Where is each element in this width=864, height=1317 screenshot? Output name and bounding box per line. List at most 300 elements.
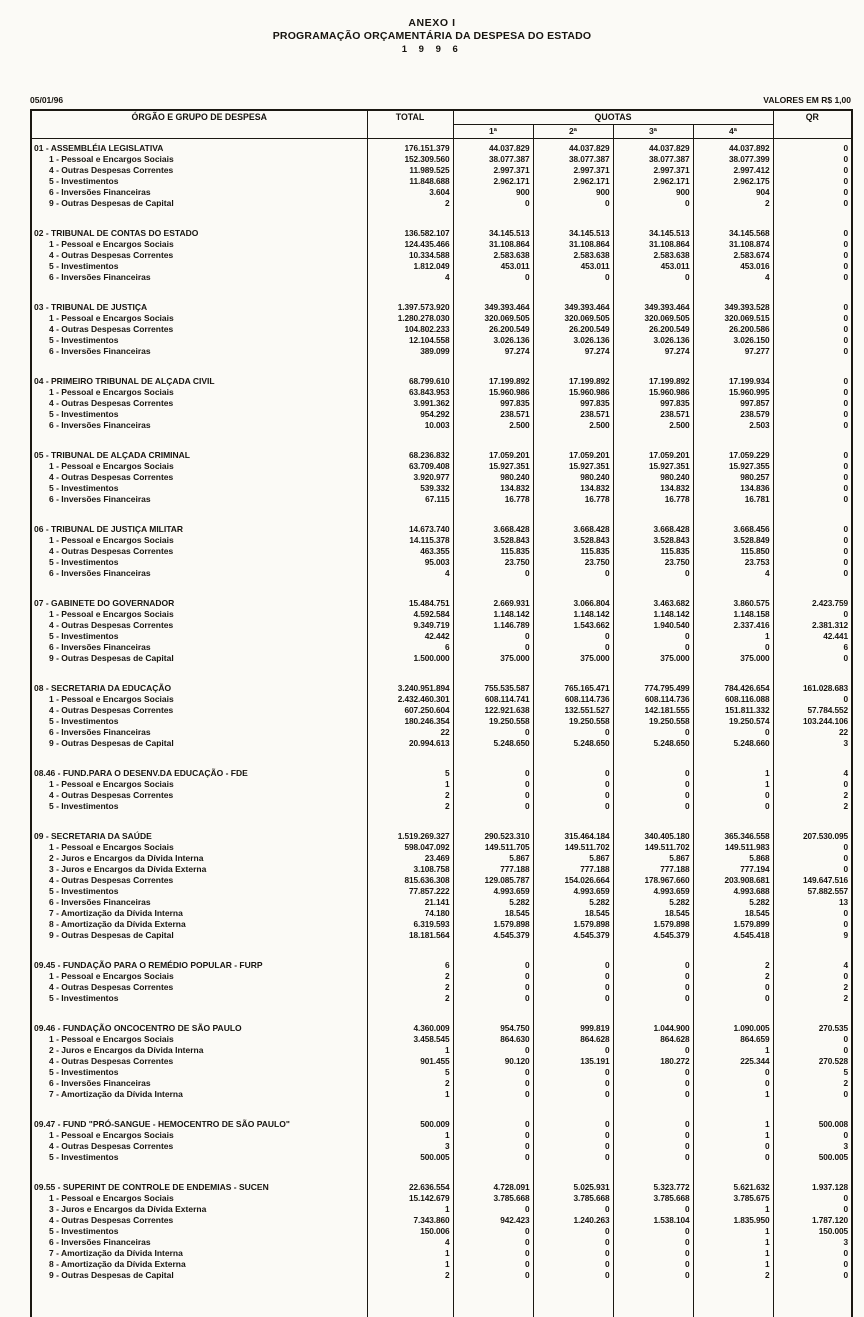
spacer-cell bbox=[367, 1100, 453, 1119]
spacer-cell bbox=[367, 357, 453, 376]
group-cell-q1: 0 bbox=[453, 993, 533, 1004]
spacer-cell bbox=[367, 749, 453, 768]
group-cell-total: 1 bbox=[367, 779, 453, 790]
spacer-cell bbox=[693, 1004, 773, 1023]
group-cell-total: 95.003 bbox=[367, 557, 453, 568]
group-cell-q4: 0 bbox=[693, 982, 773, 993]
group-cell-q4: 18.545 bbox=[693, 908, 773, 919]
spacer-cell bbox=[533, 941, 613, 960]
spacer-cell bbox=[613, 1163, 693, 1182]
group-cell-total: 2 bbox=[367, 971, 453, 982]
group-cell-q3: 26.200.549 bbox=[613, 324, 693, 335]
group-cell-q3: 180.272 bbox=[613, 1056, 693, 1067]
group-cell-q3: 0 bbox=[613, 1141, 693, 1152]
group-cell-q1: 0 bbox=[453, 1141, 533, 1152]
group-cell-total: 150.006 bbox=[367, 1226, 453, 1237]
section-cell-q3: 774.795.499 bbox=[613, 683, 693, 694]
group-cell-q1: 0 bbox=[453, 272, 533, 283]
spacer-cell bbox=[31, 579, 367, 598]
group-row bbox=[31, 472, 852, 483]
group-cell-q3: 2.997.371 bbox=[613, 165, 693, 176]
group-cell-q4: 149.511.983 bbox=[693, 842, 773, 853]
group-cell-q2: 864.628 bbox=[533, 1034, 613, 1045]
group-cell-total: 21.141 bbox=[367, 897, 453, 908]
section-row bbox=[31, 683, 852, 694]
spacer-cell bbox=[533, 1163, 613, 1182]
group-row bbox=[31, 1193, 852, 1204]
group-cell-qr: 0 bbox=[773, 272, 852, 283]
spacer-cell bbox=[533, 505, 613, 524]
group-cell-q2: 0 bbox=[533, 568, 613, 579]
group-row bbox=[31, 864, 852, 875]
group-label: 6 - Inversões Financeiras bbox=[31, 1237, 367, 1248]
group-cell-q4: 1 bbox=[693, 1226, 773, 1237]
group-cell-total: 2 bbox=[367, 982, 453, 993]
section-cell-q4: 17.199.934 bbox=[693, 376, 773, 387]
group-cell-qr: 0 bbox=[773, 324, 852, 335]
group-cell-q3: 0 bbox=[613, 1226, 693, 1237]
group-cell-q1: 0 bbox=[453, 1130, 533, 1141]
group-cell-q1: 0 bbox=[453, 1237, 533, 1248]
group-row bbox=[31, 557, 852, 568]
group-cell-total: 2 bbox=[367, 1078, 453, 1089]
group-cell-qr: 2.381.312 bbox=[773, 620, 852, 631]
group-cell-q4: 997.857 bbox=[693, 398, 773, 409]
group-row bbox=[31, 971, 852, 982]
group-cell-q3: 31.108.864 bbox=[613, 239, 693, 250]
group-cell-qr: 0 bbox=[773, 165, 852, 176]
section-cell-q2: 5.025.931 bbox=[533, 1182, 613, 1193]
group-cell-total: 1.812.049 bbox=[367, 261, 453, 272]
group-row bbox=[31, 1270, 852, 1281]
group-cell-q3: 142.181.555 bbox=[613, 705, 693, 716]
group-cell-total: 20.994.613 bbox=[367, 738, 453, 749]
section-cell-qr: 0 bbox=[773, 228, 852, 239]
spacer-cell bbox=[453, 1100, 533, 1119]
group-cell-q3: 3.026.136 bbox=[613, 335, 693, 346]
group-cell-q1: 238.571 bbox=[453, 409, 533, 420]
section-row bbox=[31, 768, 852, 779]
group-cell-q4: 2 bbox=[693, 971, 773, 982]
group-cell-qr: 0 bbox=[773, 398, 852, 409]
group-cell-q1: 115.835 bbox=[453, 546, 533, 557]
spacer-cell bbox=[367, 1281, 453, 1317]
group-cell-q3: 4.993.659 bbox=[613, 886, 693, 897]
group-cell-qr: 0 bbox=[773, 1089, 852, 1100]
group-cell-total: 3.108.758 bbox=[367, 864, 453, 875]
group-cell-q3: 608.114.736 bbox=[613, 694, 693, 705]
group-cell-total: 1.280.278.030 bbox=[367, 313, 453, 324]
group-row bbox=[31, 1204, 852, 1215]
section-cell-q4: 349.393.528 bbox=[693, 302, 773, 313]
spacer-cell bbox=[367, 579, 453, 598]
section-cell-q1: 44.037.829 bbox=[453, 139, 533, 155]
section-row bbox=[31, 1119, 852, 1130]
spacer-cell bbox=[693, 749, 773, 768]
group-cell-q3: 0 bbox=[613, 1045, 693, 1056]
meta-row bbox=[30, 95, 851, 105]
section-cell-q2: 999.819 bbox=[533, 1023, 613, 1034]
group-cell-q1: 129.085.787 bbox=[453, 875, 533, 886]
group-row bbox=[31, 420, 852, 431]
section-cell-qr: 2.423.759 bbox=[773, 598, 852, 609]
group-cell-q3: 1.538.104 bbox=[613, 1215, 693, 1226]
group-row bbox=[31, 239, 852, 250]
group-cell-q4: 3.785.675 bbox=[693, 1193, 773, 1204]
spacer-cell bbox=[31, 1281, 367, 1317]
section-cell-q1: 755.535.587 bbox=[453, 683, 533, 694]
group-label: 5 - Investimentos bbox=[31, 176, 367, 187]
group-label: 1 - Pessoal e Encargos Sociais bbox=[31, 535, 367, 546]
group-cell-qr: 0 bbox=[773, 187, 852, 198]
group-cell-qr: 0 bbox=[773, 1034, 852, 1045]
section-cell-q1: 3.668.428 bbox=[453, 524, 533, 535]
group-row bbox=[31, 631, 852, 642]
group-cell-q2: 2.962.171 bbox=[533, 176, 613, 187]
group-cell-q3: 0 bbox=[613, 971, 693, 982]
group-row bbox=[31, 494, 852, 505]
group-row bbox=[31, 1045, 852, 1056]
group-row bbox=[31, 187, 852, 198]
section-cell-q4: 1 bbox=[693, 768, 773, 779]
group-label: 5 - Investimentos bbox=[31, 716, 367, 727]
group-cell-q3: 19.250.558 bbox=[613, 716, 693, 727]
section-cell-q1: 349.393.464 bbox=[453, 302, 533, 313]
spacer-cell bbox=[367, 209, 453, 228]
spacer-cell bbox=[693, 505, 773, 524]
section-cell-q3: 3.463.682 bbox=[613, 598, 693, 609]
table-header bbox=[31, 110, 852, 139]
group-cell-q1: 1.579.898 bbox=[453, 919, 533, 930]
spacer-cell bbox=[773, 1163, 852, 1182]
spacer-cell bbox=[31, 1163, 367, 1182]
section-cell-total: 68.799.610 bbox=[367, 376, 453, 387]
group-cell-q4: 1 bbox=[693, 631, 773, 642]
section-cell-q2: 3.668.428 bbox=[533, 524, 613, 535]
col-header-quota-2: 2ª bbox=[533, 125, 613, 139]
spacer-cell bbox=[613, 1281, 693, 1317]
spacer-cell bbox=[773, 579, 852, 598]
group-cell-q4: 26.200.586 bbox=[693, 324, 773, 335]
group-cell-q2: 134.832 bbox=[533, 483, 613, 494]
section-spacer-row bbox=[31, 209, 852, 228]
group-label: 4 - Outras Despesas Correntes bbox=[31, 472, 367, 483]
group-cell-total: 4 bbox=[367, 568, 453, 579]
group-cell-total: 11.848.688 bbox=[367, 176, 453, 187]
group-cell-qr: 9 bbox=[773, 930, 852, 941]
spacer-cell bbox=[693, 209, 773, 228]
section-cell-q2: 0 bbox=[533, 960, 613, 971]
group-cell-q4: 0 bbox=[693, 801, 773, 812]
group-cell-q4: 0 bbox=[693, 1067, 773, 1078]
group-cell-total: 10.003 bbox=[367, 420, 453, 431]
group-cell-qr: 150.005 bbox=[773, 1226, 852, 1237]
group-cell-q4: 777.194 bbox=[693, 864, 773, 875]
group-row bbox=[31, 1130, 852, 1141]
section-label: 06 - TRIBUNAL DE JUSTIÇA MILITAR bbox=[31, 524, 367, 535]
group-row bbox=[31, 335, 852, 346]
group-cell-q4: 1.579.899 bbox=[693, 919, 773, 930]
section-cell-q4: 17.059.229 bbox=[693, 450, 773, 461]
group-cell-q2: 900 bbox=[533, 187, 613, 198]
group-cell-total: 5 bbox=[367, 1067, 453, 1078]
spacer-cell bbox=[31, 664, 367, 683]
section-cell-q3: 1.044.900 bbox=[613, 1023, 693, 1034]
group-cell-q1: 0 bbox=[453, 982, 533, 993]
group-row bbox=[31, 154, 852, 165]
group-cell-q3: 16.778 bbox=[613, 494, 693, 505]
section-label: 09.55 - SUPERINT DE CONTROLE DE ENDEMIAS - SUCEN bbox=[31, 1182, 367, 1193]
spacer-cell bbox=[31, 941, 367, 960]
section-cell-q3: 17.059.201 bbox=[613, 450, 693, 461]
group-row bbox=[31, 176, 852, 187]
spacer-cell bbox=[453, 1004, 533, 1023]
group-label: 6 - Inversões Financeiras bbox=[31, 346, 367, 357]
group-cell-q2: 18.545 bbox=[533, 908, 613, 919]
table-body bbox=[31, 139, 852, 1317]
group-cell-q1: 2.583.638 bbox=[453, 250, 533, 261]
group-cell-q1: 16.778 bbox=[453, 494, 533, 505]
group-cell-q4: 2 bbox=[693, 198, 773, 209]
group-cell-q2: 0 bbox=[533, 1089, 613, 1100]
group-cell-qr: 0 bbox=[773, 535, 852, 546]
spacer-cell bbox=[613, 941, 693, 960]
group-row bbox=[31, 346, 852, 357]
group-label: 4 - Outras Despesas Correntes bbox=[31, 1056, 367, 1067]
spacer-cell bbox=[453, 283, 533, 302]
group-cell-q4: 15.927.355 bbox=[693, 461, 773, 472]
group-cell-q4: 0 bbox=[693, 727, 773, 738]
date-stamp: 05/01/96 bbox=[30, 95, 64, 105]
group-cell-q4: 904 bbox=[693, 187, 773, 198]
group-cell-q3: 5.867 bbox=[613, 853, 693, 864]
budget-table bbox=[30, 109, 853, 1317]
group-label: 7 - Amortização da Dívida Interna bbox=[31, 1089, 367, 1100]
spacer-cell bbox=[367, 431, 453, 450]
section-label: 05 - TRIBUNAL DE ALÇADA CRIMINAL bbox=[31, 450, 367, 461]
group-label: 5 - Investimentos bbox=[31, 801, 367, 812]
group-cell-qr: 0 bbox=[773, 461, 852, 472]
group-cell-q3: 134.832 bbox=[613, 483, 693, 494]
section-cell-q2: 315.464.184 bbox=[533, 831, 613, 842]
group-cell-q3: 0 bbox=[613, 1259, 693, 1270]
group-label: 2 - Juros e Encargos da Dívida Interna bbox=[31, 853, 367, 864]
group-cell-q3: 15.927.351 bbox=[613, 461, 693, 472]
group-cell-q3: 0 bbox=[613, 1237, 693, 1248]
group-cell-q1: 26.200.549 bbox=[453, 324, 533, 335]
group-cell-q3: 0 bbox=[613, 727, 693, 738]
spacer-cell bbox=[773, 1004, 852, 1023]
group-cell-total: 10.334.588 bbox=[367, 250, 453, 261]
section-spacer-row bbox=[31, 1004, 852, 1023]
group-row bbox=[31, 535, 852, 546]
group-label: 8 - Amortização da Dívida Externa bbox=[31, 919, 367, 930]
spacer-cell bbox=[367, 941, 453, 960]
group-cell-total: 2 bbox=[367, 1270, 453, 1281]
group-label: 1 - Pessoal e Encargos Sociais bbox=[31, 842, 367, 853]
group-cell-qr: 0 bbox=[773, 313, 852, 324]
group-cell-q2: 149.511.702 bbox=[533, 842, 613, 853]
group-cell-q1: 0 bbox=[453, 790, 533, 801]
section-spacer-row bbox=[31, 579, 852, 598]
group-cell-q3: 18.545 bbox=[613, 908, 693, 919]
spacer-cell bbox=[533, 1004, 613, 1023]
spacer-cell bbox=[453, 664, 533, 683]
group-cell-q1: 23.750 bbox=[453, 557, 533, 568]
group-cell-total: 2 bbox=[367, 198, 453, 209]
section-spacer-row bbox=[31, 505, 852, 524]
group-cell-q2: 0 bbox=[533, 727, 613, 738]
section-cell-q4: 1 bbox=[693, 1119, 773, 1130]
section-spacer-row bbox=[31, 357, 852, 376]
group-cell-q2: 135.191 bbox=[533, 1056, 613, 1067]
group-label: 4 - Outras Despesas Correntes bbox=[31, 1215, 367, 1226]
group-cell-q1: 0 bbox=[453, 1270, 533, 1281]
group-cell-q2: 31.108.864 bbox=[533, 239, 613, 250]
section-cell-qr: 0 bbox=[773, 139, 852, 155]
group-cell-q3: 38.077.387 bbox=[613, 154, 693, 165]
section-cell-q3: 349.393.464 bbox=[613, 302, 693, 313]
group-label: 6 - Inversões Financeiras bbox=[31, 642, 367, 653]
group-row bbox=[31, 1078, 852, 1089]
table-bottom-cut-row bbox=[31, 1281, 852, 1317]
group-cell-q3: 5.282 bbox=[613, 897, 693, 908]
group-cell-q2: 1.240.263 bbox=[533, 1215, 613, 1226]
group-label: 9 - Outras Despesas de Capital bbox=[31, 930, 367, 941]
group-cell-q1: 5.248.650 bbox=[453, 738, 533, 749]
group-cell-q1: 0 bbox=[453, 727, 533, 738]
group-label: 9 - Outras Despesas de Capital bbox=[31, 653, 367, 664]
group-cell-qr: 0 bbox=[773, 494, 852, 505]
section-cell-q2: 17.059.201 bbox=[533, 450, 613, 461]
group-cell-q2: 26.200.549 bbox=[533, 324, 613, 335]
section-cell-qr: 0 bbox=[773, 376, 852, 387]
group-cell-q4: 2.503 bbox=[693, 420, 773, 431]
group-cell-q1: 19.250.558 bbox=[453, 716, 533, 727]
spacer-cell bbox=[773, 1100, 852, 1119]
group-cell-qr: 0 bbox=[773, 1248, 852, 1259]
group-label: 1 - Pessoal e Encargos Sociais bbox=[31, 239, 367, 250]
group-cell-q3: 1.148.142 bbox=[613, 609, 693, 620]
spacer-cell bbox=[533, 283, 613, 302]
group-cell-qr: 0 bbox=[773, 261, 852, 272]
group-cell-q4: 31.108.874 bbox=[693, 239, 773, 250]
group-cell-qr: 0 bbox=[773, 568, 852, 579]
group-cell-q4: 1 bbox=[693, 1237, 773, 1248]
group-cell-q2: 0 bbox=[533, 198, 613, 209]
group-cell-q3: 777.188 bbox=[613, 864, 693, 875]
group-label: 1 - Pessoal e Encargos Sociais bbox=[31, 387, 367, 398]
group-row bbox=[31, 897, 852, 908]
section-cell-total: 136.582.107 bbox=[367, 228, 453, 239]
group-cell-total: 12.104.558 bbox=[367, 335, 453, 346]
group-cell-qr: 0 bbox=[773, 971, 852, 982]
spacer-cell bbox=[533, 1100, 613, 1119]
group-cell-qr: 5 bbox=[773, 1067, 852, 1078]
group-cell-q2: 23.750 bbox=[533, 557, 613, 568]
group-cell-q2: 38.077.387 bbox=[533, 154, 613, 165]
spacer-cell bbox=[693, 1100, 773, 1119]
group-cell-q4: 38.077.399 bbox=[693, 154, 773, 165]
group-cell-q2: 0 bbox=[533, 1270, 613, 1281]
group-label: 6 - Inversões Financeiras bbox=[31, 420, 367, 431]
group-cell-q2: 0 bbox=[533, 971, 613, 982]
section-cell-qr: 4 bbox=[773, 960, 852, 971]
group-cell-total: 9.349.719 bbox=[367, 620, 453, 631]
spacer-cell bbox=[533, 749, 613, 768]
group-cell-total: 67.115 bbox=[367, 494, 453, 505]
group-row bbox=[31, 1152, 852, 1163]
group-cell-q2: 15.927.351 bbox=[533, 461, 613, 472]
group-cell-q1: 980.240 bbox=[453, 472, 533, 483]
spacer-cell bbox=[453, 941, 533, 960]
group-cell-total: 463.355 bbox=[367, 546, 453, 557]
annex-title: ANEXO I bbox=[408, 17, 456, 29]
group-cell-q1: 134.832 bbox=[453, 483, 533, 494]
group-cell-total: 1 bbox=[367, 1089, 453, 1100]
group-cell-q3: 0 bbox=[613, 790, 693, 801]
spacer-cell bbox=[31, 812, 367, 831]
group-row bbox=[31, 198, 852, 209]
group-cell-q4: 15.960.995 bbox=[693, 387, 773, 398]
group-cell-qr: 103.244.106 bbox=[773, 716, 852, 727]
group-cell-total: 11.989.525 bbox=[367, 165, 453, 176]
document-title-block bbox=[0, 0, 864, 56]
group-cell-q1: 15.927.351 bbox=[453, 461, 533, 472]
group-cell-q3: 0 bbox=[613, 1067, 693, 1078]
section-cell-total: 1.397.573.920 bbox=[367, 302, 453, 313]
group-label: 1 - Pessoal e Encargos Sociais bbox=[31, 1130, 367, 1141]
group-cell-q3: 0 bbox=[613, 993, 693, 1004]
group-cell-qr: 0 bbox=[773, 239, 852, 250]
group-cell-q2: 0 bbox=[533, 1152, 613, 1163]
group-cell-total: 22 bbox=[367, 727, 453, 738]
group-cell-qr: 0 bbox=[773, 908, 852, 919]
group-cell-q3: 115.835 bbox=[613, 546, 693, 557]
group-cell-q4: 238.579 bbox=[693, 409, 773, 420]
group-cell-q1: 2.997.371 bbox=[453, 165, 533, 176]
group-label: 4 - Outras Despesas Correntes bbox=[31, 324, 367, 335]
group-cell-qr: 2 bbox=[773, 993, 852, 1004]
spacer-cell bbox=[453, 209, 533, 228]
group-cell-q4: 5.248.660 bbox=[693, 738, 773, 749]
section-cell-qr: 1.937.128 bbox=[773, 1182, 852, 1193]
spacer-cell bbox=[31, 749, 367, 768]
section-row bbox=[31, 139, 852, 155]
section-cell-total: 176.151.379 bbox=[367, 139, 453, 155]
group-cell-q1: 0 bbox=[453, 1078, 533, 1089]
group-row bbox=[31, 790, 852, 801]
group-cell-q4: 115.850 bbox=[693, 546, 773, 557]
group-cell-q2: 0 bbox=[533, 642, 613, 653]
group-cell-q3: 0 bbox=[613, 1089, 693, 1100]
group-label: 1 - Pessoal e Encargos Sociais bbox=[31, 971, 367, 982]
section-cell-q1: 17.059.201 bbox=[453, 450, 533, 461]
group-cell-q1: 997.835 bbox=[453, 398, 533, 409]
group-cell-total: 389.099 bbox=[367, 346, 453, 357]
group-label: 3 - Juros e Encargos da Dívida Externa bbox=[31, 864, 367, 875]
group-cell-total: 63.843.953 bbox=[367, 387, 453, 398]
section-cell-q3: 34.145.513 bbox=[613, 228, 693, 239]
group-cell-q1: 1.146.789 bbox=[453, 620, 533, 631]
group-cell-q4: 608.116.088 bbox=[693, 694, 773, 705]
group-cell-q2: 3.026.136 bbox=[533, 335, 613, 346]
spacer-cell bbox=[613, 357, 693, 376]
group-cell-q1: 0 bbox=[453, 198, 533, 209]
group-cell-q3: 0 bbox=[613, 1130, 693, 1141]
group-row bbox=[31, 568, 852, 579]
group-cell-q3: 2.500 bbox=[613, 420, 693, 431]
